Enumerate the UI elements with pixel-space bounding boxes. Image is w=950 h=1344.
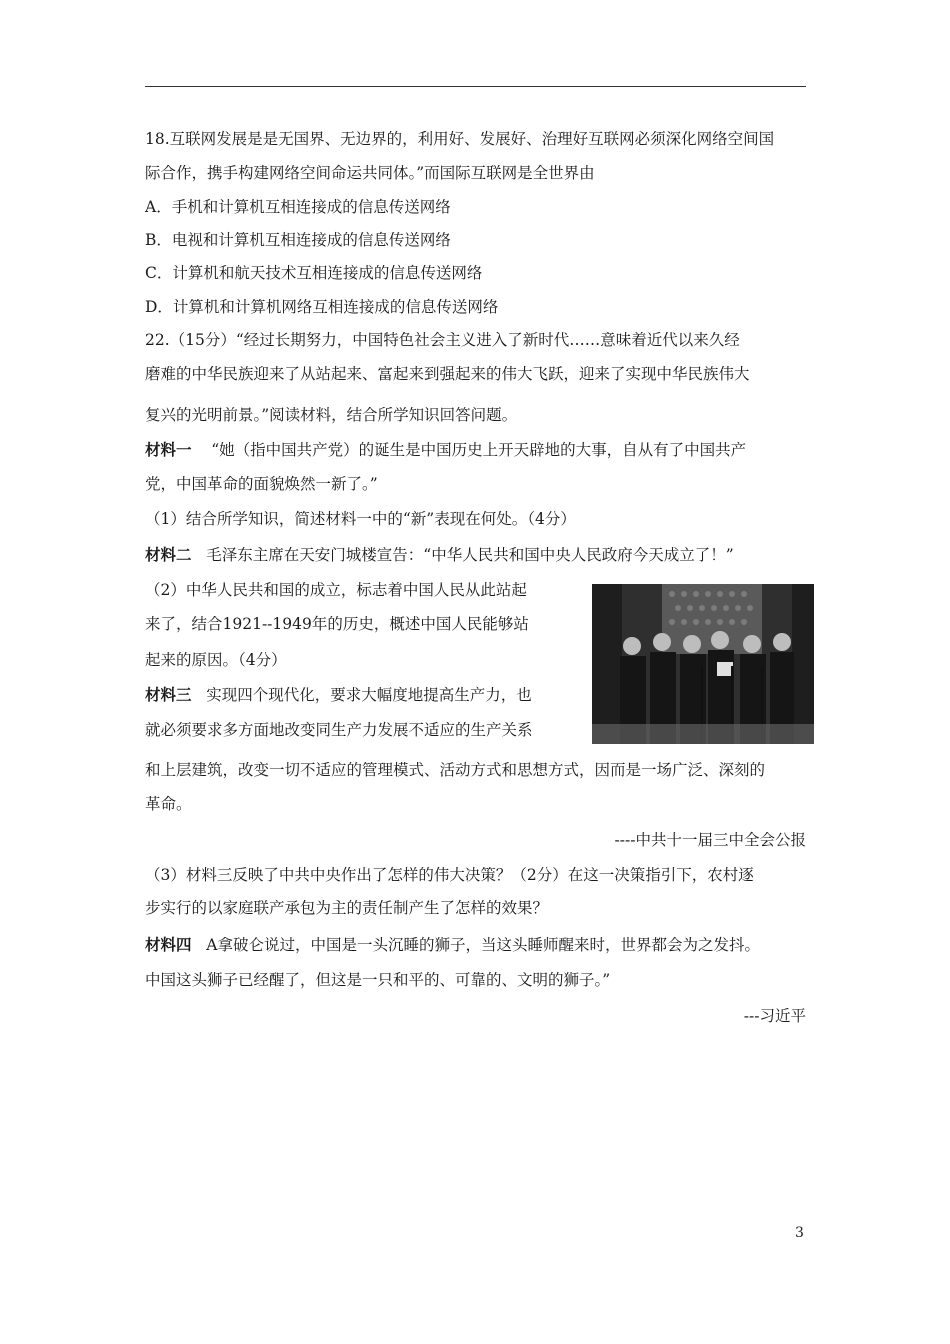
question-2-line1: （2）中华人民共和国的成立，标志着中国人民从此站起 [145,581,527,599]
material-3-line4: 革命。 [145,795,192,813]
material-3-line3: 和上层建筑，改变一切不适应的管理模式、活动方式和思想方式，因而是一场广泛、深刻的 [145,761,766,779]
material-3-label: 材料三 [145,685,192,704]
material-3-line2: 就必须要求多方面地改变同生产力发展不适应的生产关系 [145,721,533,739]
founding-ceremony-photo [592,584,814,744]
q18-option-a: A．手机和计算机互相连接成的信息传送网络 [145,198,451,216]
q18-option-d: D．计算机和计算机网络互相连接成的信息传送网络 [145,298,499,316]
material-2-line [145,545,734,565]
question-3-line2: 步实行的以家庭联产承包为主的责任制产生了怎样的效果？ [145,899,549,917]
material-3-text: 实现四个现代化，要求大幅度地提高生产力，也 [206,686,532,704]
material-4-line2: 中国这头狮子已经醒了，但这是一只和平的、可靠的、文明的狮子。” [145,971,611,989]
material-2-text: 毛泽东主席在天安门城楼宣告：“中华人民共和国中央人民政府今天成立了！” [206,546,734,564]
material-1-label: 材料一 [145,440,192,459]
q22-intro-line1: 22.（15分）“经过长期努力，中国特色社会主义进入了新时代……意味着近代以来久经 [145,331,740,349]
material-2-label: 材料二 [145,545,192,564]
material-4-text: A拿破仑说过，中国是一头沉睡的狮子，当这头睡师醒来时，世界都会为之发抖。 [206,936,760,954]
material-4-label: 材料四 [145,935,192,954]
question-1: （1）结合所学知识，简述材料一中的“新”表现在何处。（4分） [145,510,576,528]
page-number: 3 [795,1225,804,1241]
header-rule [145,86,806,87]
q18-option-c: C．计算机和航天技术互相连接成的信息传送网络 [145,264,483,282]
material-3-source: ----中共十一届三中全会公报 [614,831,806,849]
q22-intro-line2: 磨难的中华民族迎来了从站起来、富起来到强起来的伟大飞跃，迎来了实现中华民族伟大 [145,365,750,383]
material-1-text: “她（指中国共产党）的诞生是中国历史上开天辟地的大事，自从有了中国共产 [211,441,747,459]
question-3-line1: （3）材料三反映了中共中央作出了怎样的伟大决策？（2分）在这一决策指引下，农村逐 [145,866,754,884]
material-3-line1 [145,685,532,705]
q22-intro-line3: 复兴的光明前景。”阅读材料，结合所学知识回答问题。 [145,406,518,424]
q18-option-b: B．电视和计算机互相连接成的信息传送网络 [145,231,451,249]
question-2-line3: 起来的原因。（4分） [145,651,287,669]
material-4-source: ---习近平 [743,1007,806,1025]
q18-stem-line1: 18.互联网发展是是无国界、无边界的，利用好、发展好、治理好互联网必须深化网络空间国 [145,130,775,148]
q18-stem-line2: 际合作，携手构建网络空间命运共同体。”而国际互联网是全世界由 [145,164,595,182]
material-1-line2: 党，中国革命的面貌焕然一新了。” [145,475,378,493]
question-2-line2: 来了，结合1921--1949年的历史，概述中国人民能够站 [145,615,529,633]
material-1-line1 [145,440,746,460]
material-4-line1 [145,935,760,955]
